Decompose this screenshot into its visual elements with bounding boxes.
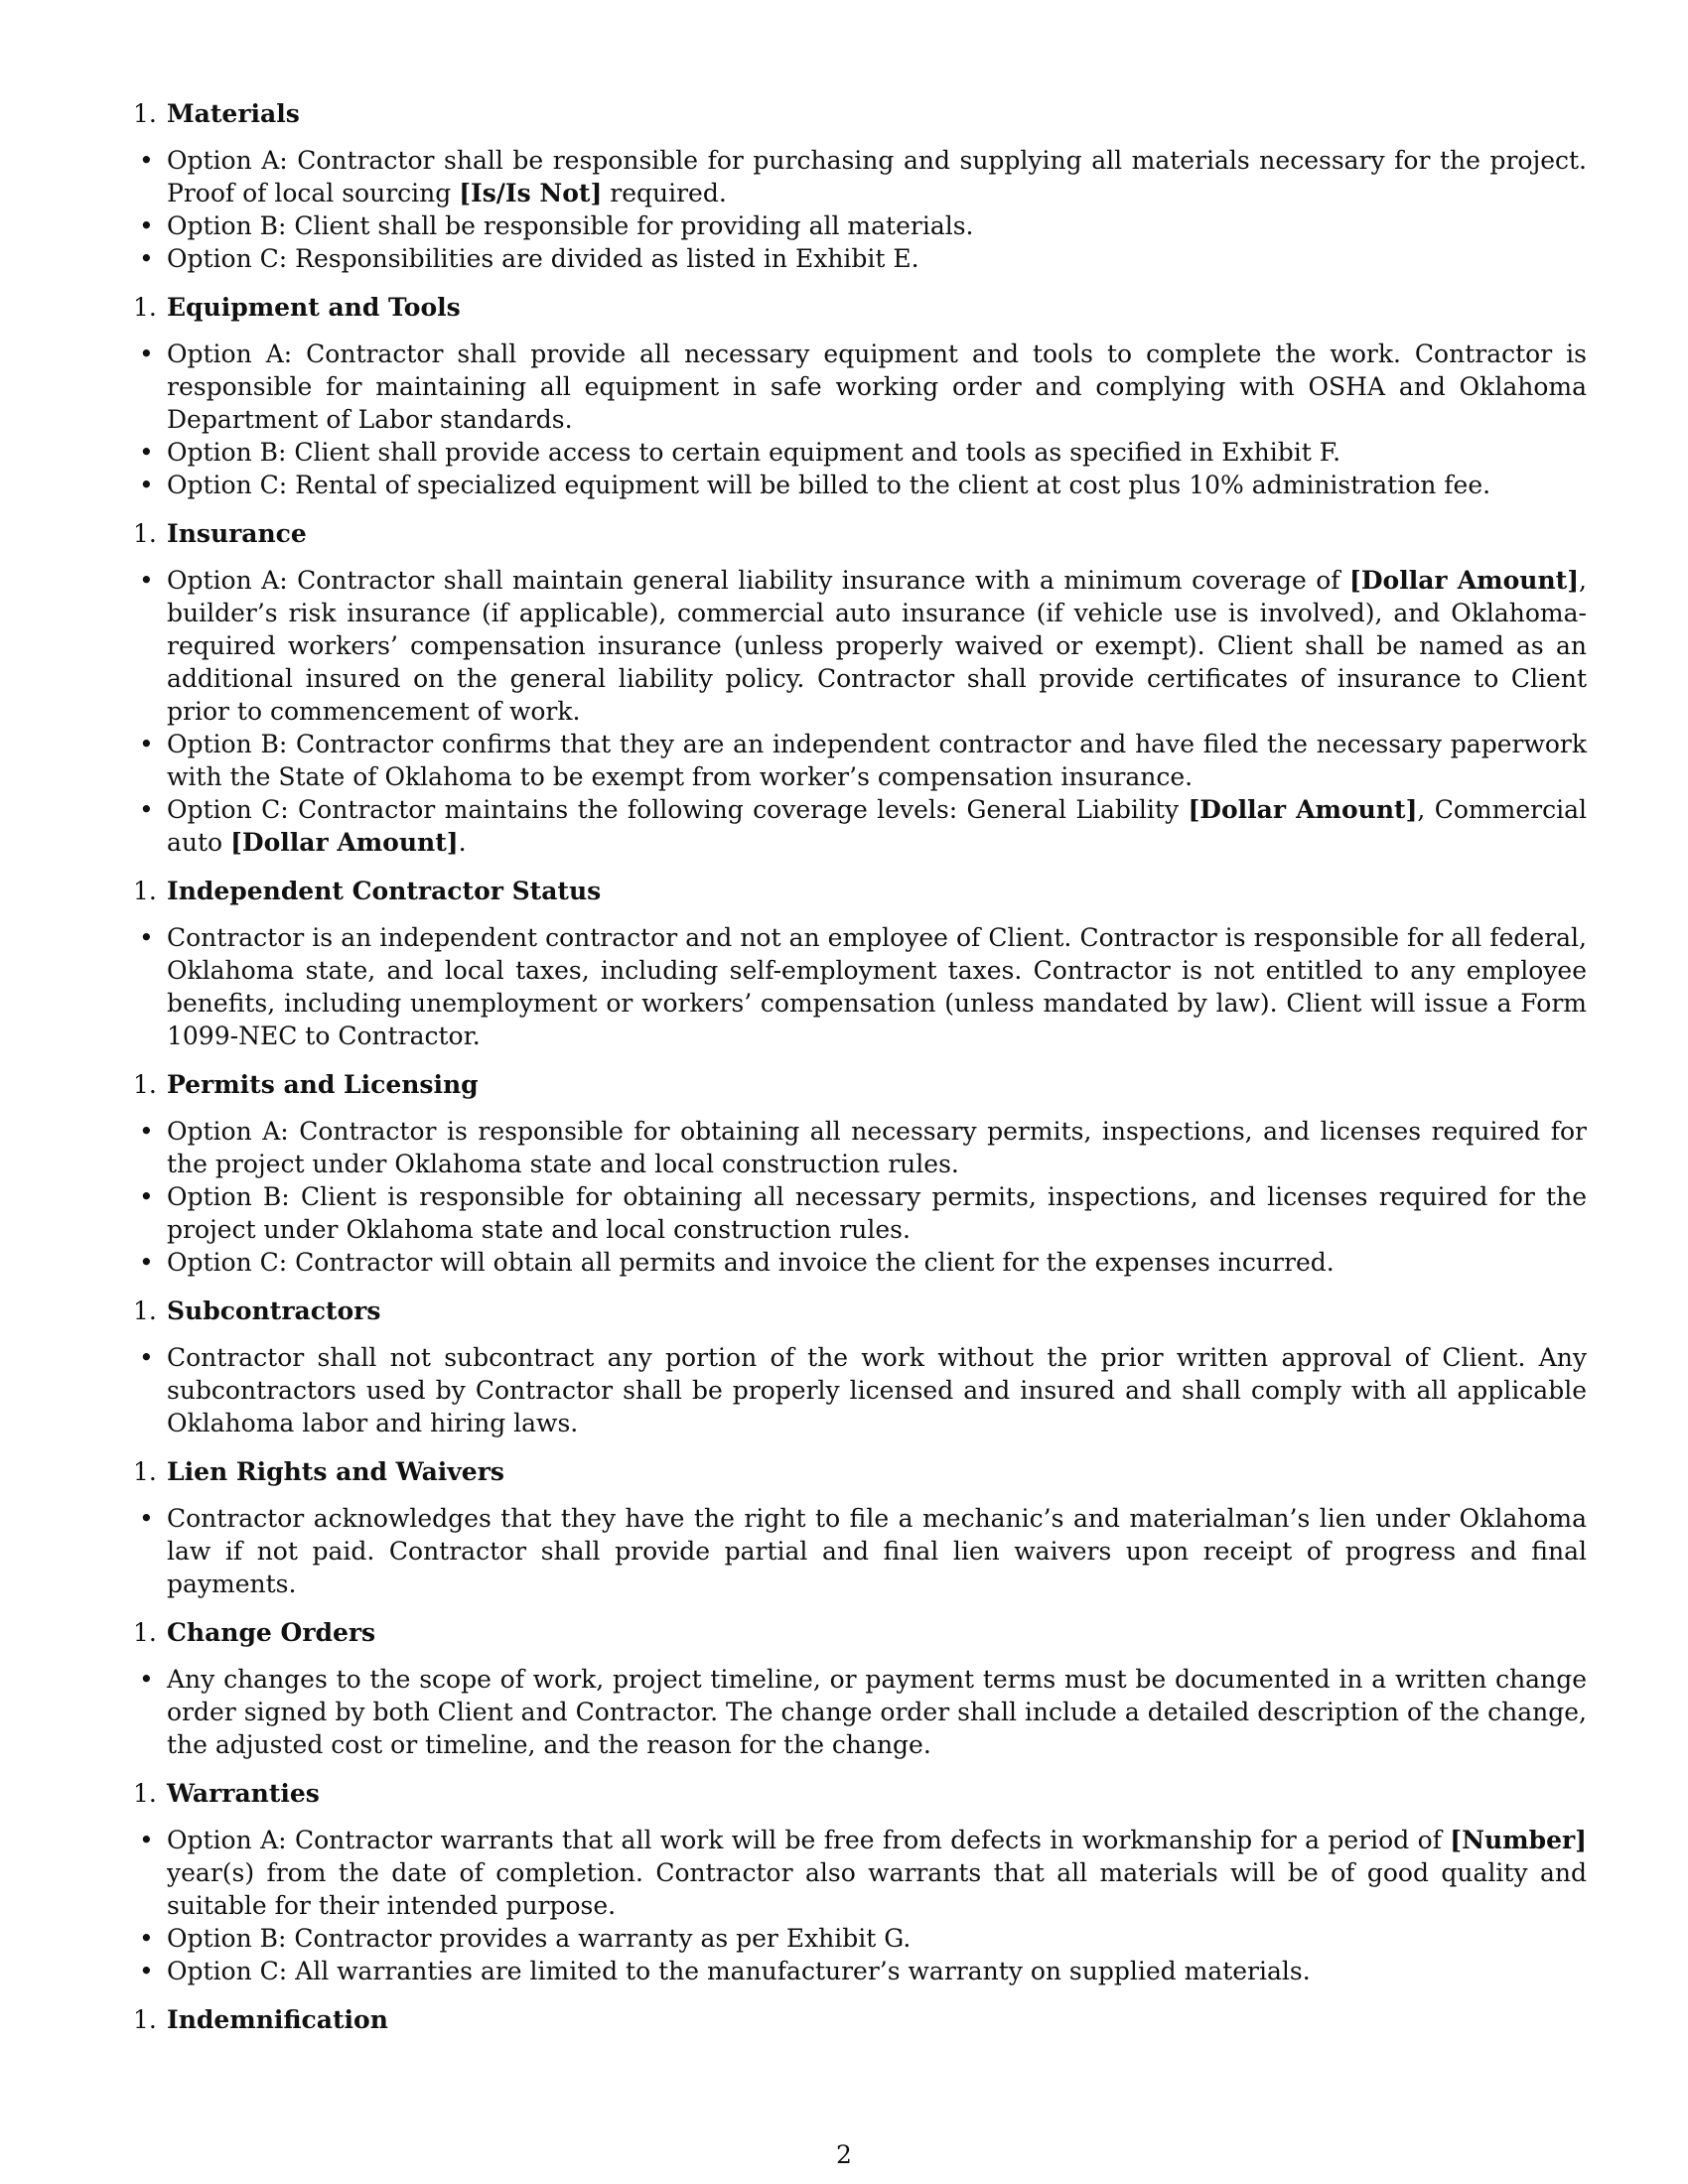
section bbox=[133, 1455, 1587, 1600]
section-heading bbox=[133, 1777, 1587, 1810]
section-title: Insurance bbox=[167, 519, 307, 548]
section bbox=[133, 291, 1587, 501]
item-text: Option C: Rental of specialized equipment will be billed to the client at cost plus 10% administration fee. bbox=[167, 471, 1491, 499]
section-number: 1. bbox=[133, 1618, 157, 1647]
section bbox=[133, 1616, 1587, 1761]
item-text: Option A: Contractor shall maintain general liability insurance with a minimum coverage of bbox=[167, 566, 1350, 595]
section-title: Change Orders bbox=[167, 1618, 376, 1647]
section-heading bbox=[133, 1295, 1587, 1327]
placeholder-field: [Dollar Amount] bbox=[1349, 566, 1580, 595]
list-item bbox=[133, 1824, 1587, 1922]
item-text: , Commercial auto bbox=[167, 795, 1587, 857]
item-text: Option A: Contractor warrants that all work will be free from defects in workmanship for a period of bbox=[167, 1826, 1451, 1854]
section-heading bbox=[133, 291, 1587, 324]
section bbox=[133, 2003, 1587, 2036]
item-text: Option B: Client shall provide access to certain equipment and tools as specified in Exhibit F. bbox=[167, 438, 1341, 467]
list-item bbox=[133, 209, 1587, 242]
item-text: Option C: Responsibilities are divided as listed in Exhibit E. bbox=[167, 244, 919, 273]
section-number: 1. bbox=[133, 1070, 157, 1099]
section-heading bbox=[133, 1616, 1587, 1649]
page-number: 2 bbox=[836, 2140, 852, 2169]
item-text: Contractor shall not subcontract any portion of the work without the prior written approval of Client. Any subcontractors used by Contractor shall be properly licensed and insured and shall comply with all applicable Oklahoma labor and hiring laws. bbox=[167, 1343, 1587, 1437]
list-item bbox=[133, 1246, 1587, 1279]
item-text: Contractor is an independent contractor and not an employee of Client. Contractor is responsible for all federal, Oklahoma state, and local taxes, including self-employment taxes. Contractor is not entitled to any employee benefits, including unemployment or workers’ compensation (unless mandated by law). Client will issue a Form 1099-NEC to Contractor. bbox=[167, 923, 1587, 1050]
section-title: Indemnification bbox=[167, 2005, 388, 2034]
bullet-list bbox=[133, 1502, 1587, 1600]
item-text: . bbox=[458, 828, 467, 857]
section-heading bbox=[133, 2003, 1587, 2036]
section bbox=[133, 1777, 1587, 1987]
bullet-list bbox=[133, 1115, 1587, 1279]
item-text: , builder’s risk insurance (if applicable), commercial auto insurance (if vehicle use is involved), and Oklahoma-required workers’ compensation insurance (unless properly waived or exempt). Client shall be named as an additional insured on the general liability policy. Contractor shall provide certificates of insurance to Client prior to commencement of work. bbox=[167, 566, 1587, 726]
list-item bbox=[133, 1955, 1587, 1987]
item-text: Option A: Contractor shall provide all necessary equipment and tools to complete the work. Contractor is responsible for maintaining all equipment in safe working order and complying with OSHA and Oklahoma Department of Labor standards. bbox=[167, 340, 1587, 434]
section bbox=[133, 97, 1587, 275]
list-item bbox=[133, 144, 1587, 209]
item-text: Option A: Contractor is responsible for obtaining all necessary permits, inspections, and licenses required for the project under Oklahoma state and local construction rules. bbox=[167, 1117, 1587, 1178]
item-text: Contractor acknowledges that they have the right to file a mechanic’s and materialman’s lien under Oklahoma law if not paid. Contractor shall provide partial and final lien waivers upon receipt of progress and final payments. bbox=[167, 1504, 1587, 1598]
document-body bbox=[133, 97, 1587, 2050]
item-text: required. bbox=[602, 179, 727, 207]
list-item bbox=[133, 1341, 1587, 1439]
placeholder-field: [Dollar Amount] bbox=[1188, 795, 1418, 824]
section-number: 1. bbox=[133, 1457, 157, 1486]
section-number: 1. bbox=[133, 2005, 157, 2034]
section-title: Subcontractors bbox=[167, 1297, 381, 1325]
section bbox=[133, 1295, 1587, 1439]
list-item bbox=[133, 242, 1587, 275]
section bbox=[133, 875, 1587, 1052]
section-number: 1. bbox=[133, 877, 157, 905]
section-title: Materials bbox=[167, 99, 300, 128]
section-title: Equipment and Tools bbox=[167, 293, 461, 322]
section-heading bbox=[133, 517, 1587, 550]
item-text: Option B: Contractor confirms that they are an independent contractor and have filed the necessary paperwork with the State of Oklahoma to be exempt from worker’s compensation insurance. bbox=[167, 730, 1587, 791]
list-item bbox=[133, 728, 1587, 793]
section-title: Warranties bbox=[167, 1779, 320, 1808]
item-text: Option B: Contractor provides a warranty as per Exhibit G. bbox=[167, 1924, 912, 1953]
bullet-list bbox=[133, 1824, 1587, 1987]
section bbox=[133, 1068, 1587, 1279]
item-text: Option C: Contractor will obtain all permits and invoice the client for the expenses incurred. bbox=[167, 1248, 1335, 1277]
item-text: Option B: Client is responsible for obtaining all necessary permits, inspections, and licenses required for the project under Oklahoma state and local construction rules. bbox=[167, 1182, 1587, 1244]
section-heading bbox=[133, 1455, 1587, 1488]
item-text: Any changes to the scope of work, project timeline, or payment terms must be documented in a written change order signed by both Client and Contractor. The change order shall include a detailed description of the change, the adjusted cost or timeline, and the reason for the change. bbox=[167, 1665, 1587, 1759]
item-text: Option B: Client shall be responsible for providing all materials. bbox=[167, 211, 974, 240]
placeholder-field: [Number] bbox=[1450, 1826, 1587, 1854]
placeholder-field: [Is/Is Not] bbox=[459, 179, 603, 207]
list-item bbox=[133, 921, 1587, 1052]
section-title: Independent Contractor Status bbox=[167, 877, 602, 905]
bullet-list bbox=[133, 144, 1587, 275]
section-number: 1. bbox=[133, 293, 157, 322]
list-item bbox=[133, 436, 1587, 469]
section-heading bbox=[133, 97, 1587, 130]
section-title: Lien Rights and Waivers bbox=[167, 1457, 504, 1486]
list-item bbox=[133, 1663, 1587, 1761]
placeholder-field: [Dollar Amount] bbox=[230, 828, 459, 857]
bullet-list bbox=[133, 1663, 1587, 1761]
list-item bbox=[133, 1180, 1587, 1246]
section-number: 1. bbox=[133, 1779, 157, 1808]
item-text: Option A: Contractor shall be responsible for purchasing and supplying all materials necessary for the project. Proof of local sourcing bbox=[167, 146, 1587, 207]
section-number: 1. bbox=[133, 1297, 157, 1325]
list-item bbox=[133, 1922, 1587, 1955]
bullet-list bbox=[133, 921, 1587, 1052]
item-text: year(s) from the date of completion. Contractor also warrants that all materials will be of good quality and suitable for their intended purpose. bbox=[167, 1858, 1587, 1920]
item-text: Option C: All warranties are limited to the manufacturer’s warranty on supplied materials. bbox=[167, 1957, 1311, 1985]
section-title: Permits and Licensing bbox=[167, 1070, 479, 1099]
section-number: 1. bbox=[133, 519, 157, 548]
bullet-list bbox=[133, 564, 1587, 859]
list-item bbox=[133, 338, 1587, 436]
bullet-list bbox=[133, 1341, 1587, 1439]
list-item bbox=[133, 1115, 1587, 1180]
section-number: 1. bbox=[133, 99, 157, 128]
section bbox=[133, 517, 1587, 859]
list-item bbox=[133, 793, 1587, 859]
list-item bbox=[133, 1502, 1587, 1600]
item-text: Option C: Contractor maintains the following coverage levels: General Liability bbox=[167, 795, 1189, 824]
section-heading bbox=[133, 1068, 1587, 1101]
list-item bbox=[133, 564, 1587, 728]
bullet-list bbox=[133, 338, 1587, 501]
list-item bbox=[133, 469, 1587, 501]
section-heading bbox=[133, 875, 1587, 907]
